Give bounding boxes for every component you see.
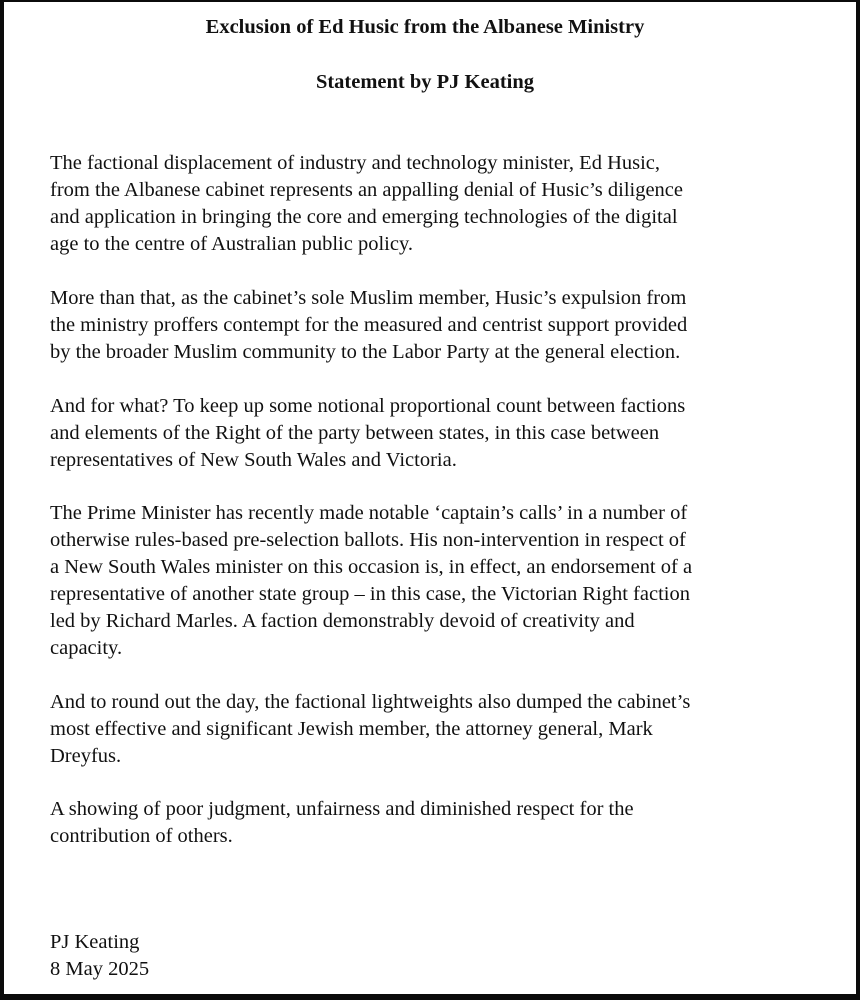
paragraph-line: representatives of New South Wales and Victoria. <box>50 449 457 471</box>
paragraph-line: and application in bringing the core and emerging technologies of the digital <box>50 206 678 228</box>
paragraph-line: age to the centre of Australian public policy. <box>50 233 413 255</box>
paragraph-line: Dreyfus. <box>50 745 122 767</box>
paragraph-line: The factional displacement of industry and technology minister, Ed Husic, <box>50 152 661 174</box>
document-page <box>4 2 856 994</box>
paragraph-line: contribution of others. <box>50 825 233 847</box>
signature-name: PJ Keating <box>50 931 140 953</box>
paragraph-1 <box>50 150 840 258</box>
paragraph-line: by the broader Muslim community to the Labor Party at the general election. <box>50 341 681 363</box>
paragraph-2 <box>50 285 840 366</box>
paragraph-3 <box>50 393 840 474</box>
paragraph-line: led by Richard Marles. A faction demonstrably devoid of creativity and <box>50 610 635 632</box>
paragraph-line: otherwise rules-based pre-selection ballots. His non-intervention in respect of <box>50 529 686 551</box>
paragraph-line: from the Albanese cabinet represents an appalling denial of Husic’s diligence <box>50 179 684 201</box>
paragraph-6 <box>50 796 840 850</box>
paragraph-line: a New South Wales minister on this occasion is, in effect, an endorsement of a <box>50 556 693 578</box>
paragraph-line: And to round out the day, the factional lightweights also dumped the cabinet’s <box>50 691 691 713</box>
document-title: Exclusion of Ed Husic from the Albanese Ministry <box>205 16 645 38</box>
paragraph-line: capacity. <box>50 637 123 659</box>
signature-date: 8 May 2025 <box>50 958 150 980</box>
paragraph-4 <box>50 500 840 662</box>
paragraph-line: and elements of the Right of the party between states, in this case between <box>50 422 660 444</box>
paragraph-line: More than that, as the cabinet’s sole Muslim member, Husic’s expulsion from <box>50 287 687 309</box>
paragraph-line: The Prime Minister has recently made notable ‘captain’s calls’ in a number of <box>50 502 688 524</box>
paragraph-line: most effective and significant Jewish member, the attorney general, Mark <box>50 718 653 740</box>
paragraph-line: representative of another state group – in this case, the Victorian Right faction <box>50 583 690 605</box>
document-subtitle: Statement by PJ Keating <box>315 71 535 93</box>
paragraph-line: the ministry proffers contempt for the measured and centrist support provided <box>50 314 688 336</box>
signature-block <box>50 929 149 983</box>
paragraph-line: A showing of poor judgment, unfairness and diminished respect for the <box>50 798 634 820</box>
paragraph-5 <box>50 689 840 770</box>
paragraph-line: And for what? To keep up some notional proportional count between factions <box>50 395 686 417</box>
